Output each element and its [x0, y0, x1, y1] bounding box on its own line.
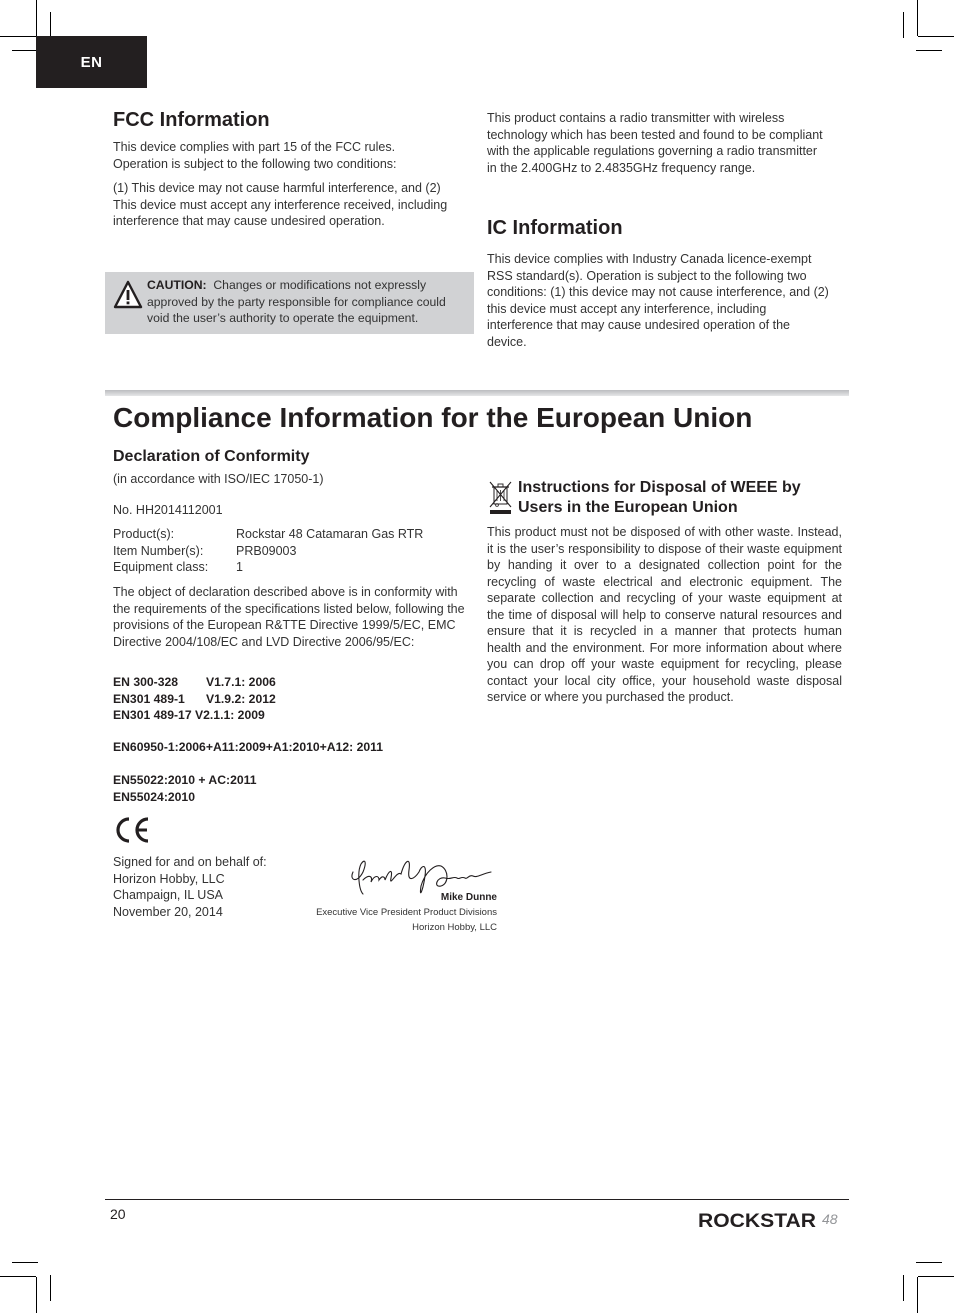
footer-divider — [105, 1199, 849, 1200]
crop-mark — [50, 12, 51, 38]
language-tab: EN — [36, 36, 147, 88]
crossed-bin-icon — [488, 480, 513, 515]
weee-paragraph: This product must not be disposed of with other waste. Instead, it is the user’s responsibility to dispose of their waste equipment by handing it over to a designated collection point for the recycling of waste electrical and electronic equipment. The separate collection and recycling of your waste equipment at the time of disposal will help to conserve natural resources and ensure that it is recycled in a manner that protects human health and the environment. For more information about where you can drop off your waste equipment for recycling, please contact your local city office, your household waste disposal service or where you purchased the product. — [487, 525, 842, 704]
crop-mark — [36, 1277, 37, 1313]
eu-heading: Compliance Information for the European Union — [113, 402, 753, 433]
emc-standard-1: EN55022:2010 + AC:2011 — [113, 773, 257, 787]
crop-mark — [0, 36, 36, 37]
fcc-heading: FCC Information — [113, 109, 270, 131]
emc-standard-2: EN55024:2010 — [113, 790, 195, 804]
crop-mark — [918, 36, 954, 37]
product-row: Item Number(s): PRB09003 — [113, 543, 297, 558]
svg-text:ROCKSTAR: ROCKSTAR — [698, 1211, 817, 1231]
crop-mark — [0, 1276, 36, 1277]
warning-triangle-icon — [113, 280, 143, 310]
declaration-subtitle: (in accordance with ISO/IEC 17050-1) — [113, 472, 324, 486]
fcc-paragraph-2: (1) This device may not cause harmful interference, and (2) This device must accept any interference received, including interference that may cause undesired operation. — [113, 181, 448, 228]
conformity-paragraph: The object of declaration described above is in conformity with the requirements of the specifications listed below, following the provisions of the European R&TTE Directive 1999/5/EC, EMC Directive 2004/108/EC and LVD Directive 2006/95/EC: — [113, 585, 465, 649]
crop-mark — [917, 0, 918, 36]
crop-mark — [916, 1262, 942, 1263]
product-row: Equipment class: 1 — [113, 560, 243, 574]
ce-mark-icon — [112, 816, 152, 844]
caution-label: CAUTION: — [147, 278, 207, 292]
crop-mark — [903, 1275, 904, 1301]
caution-body: Changes or modifications not expressly approved by the party responsible for compliance could void the user’s authority to operate the equipment. — [147, 278, 446, 325]
signed-block: Signed for and on behalf of: Horizon Hobby, LLC Champaign, IL USA November 20, 2014 — [113, 855, 267, 919]
ic-heading: IC Information — [487, 217, 623, 239]
product-table — [113, 526, 423, 576]
declaration-heading: Declaration of Conformity — [113, 448, 310, 465]
crop-mark — [917, 1277, 918, 1313]
safety-standard: EN60950-1:2006+A11:2009+A1:2010+A12: 2011 — [113, 740, 384, 754]
signatory-company: Horizon Hobby, LLC — [412, 922, 497, 933]
signatory-name: Mike Dunne — [440, 892, 497, 903]
section-divider — [105, 390, 849, 396]
page-number: 20 — [110, 1206, 126, 1222]
crop-mark — [903, 12, 904, 38]
product-row: Product(s): Rockstar 48 Catamaran Gas RTR — [113, 527, 424, 541]
caution-box — [105, 272, 474, 334]
crop-mark — [916, 50, 942, 51]
caution-text — [147, 277, 469, 327]
standards-list: EN 300-328 V1.7.1: 2006 EN301 489-1 V1.9.2: 2012 EN301 489-17 V2.1.1: 2009 — [113, 675, 276, 722]
crop-mark — [50, 1275, 51, 1301]
radio-paragraph: This product contains a radio transmitter with wireless technology which has been tested and found to be compliant with the applicable regulations governing a radio transmitter in the 2.400GHz to 2.4835GHz frequency range. — [487, 111, 823, 175]
signatory-title: Executive Vice President Product Divisions — [316, 907, 497, 918]
rockstar-logo — [698, 1207, 843, 1231]
crop-mark — [12, 1262, 38, 1263]
fcc-paragraph-1: This device complies with part 15 of the FCC rules. Operation is subject to the following two conditions: — [113, 140, 397, 171]
svg-text:48: 48 — [822, 1211, 838, 1227]
crop-mark — [918, 1276, 954, 1277]
declaration-number: No. HH2014112001 — [113, 503, 223, 517]
ic-paragraph: This device complies with Industry Canada licence-exempt RSS standard(s). Operation is subject to the following two conditions: (1) this device may not cause interference, and (2) this device must accept any interference, including interference that may cause undesired operation of the device. — [487, 252, 829, 349]
weee-heading: Instructions for Disposal of WEEE by Users in the European Union — [518, 479, 801, 516]
crop-mark — [36, 0, 37, 36]
crop-mark — [12, 50, 38, 51]
